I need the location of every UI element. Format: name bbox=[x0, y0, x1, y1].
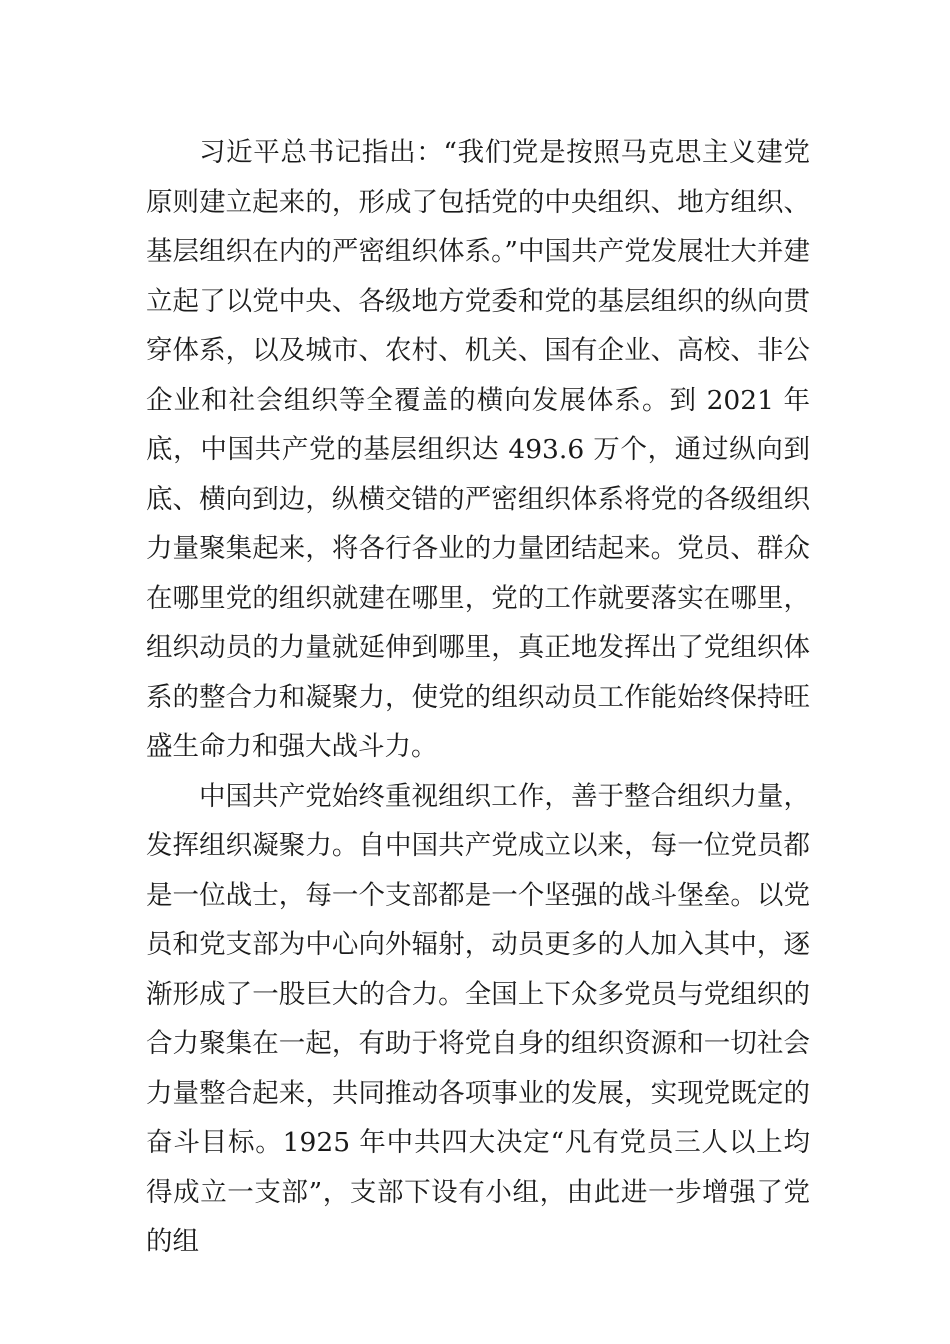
paragraph-1: 习近平总书记指出：“我们党是按照马克思主义建党原则建立起来的，形成了包括党的中央组织、地方组织、基层组织在内的严密组织体系。”中国共产党发展壮大并建立起了以党中央、各级地方党委和党的基层组织的纵向贯穿体系，以及城市、农村、机关、国有企业、高校、非公企业和社会组织等全覆盖的横向发展体系。到 2021 年底，中国共产党的基层组织达 493.6 万个，通过纵向到底、横向到边，纵横交错的严密组织体系将党的各级组织力量聚集起来，将各行各业的力量团结起来。党员、群众在哪里党的组织就建在哪里，党的工作就要落实在哪里，组织动员的力量就延伸到哪里，真正地发挥出了党组织体系的整合力和凝聚力，使党的组织动员工作能始终保持旺盛生命力和强大战斗力。 bbox=[146, 137, 810, 762]
document-body bbox=[146, 128, 810, 1267]
paragraph-2: 中国共产党始终重视组织工作，善于整合组织力量，发挥组织凝聚力。自中国共产党成立以来，每一位党员都是一位战士，每一个支部都是一个坚强的战斗堡垒。以党员和党支部为中心向外辐射，动员更多的人加入其中，逐渐形成了一股巨大的合力。全国上下众多党员与党组织的合力聚集在一起，有助于将党自身的组织资源和一切社会力量整合起来，共同推动各项事业的发展，实现党既定的奋斗目标。1925 年中共四大决定“凡有党员三人以上均得成立一支部”，支部下设有小组，由此进一步增强了党的组 bbox=[146, 780, 810, 1257]
